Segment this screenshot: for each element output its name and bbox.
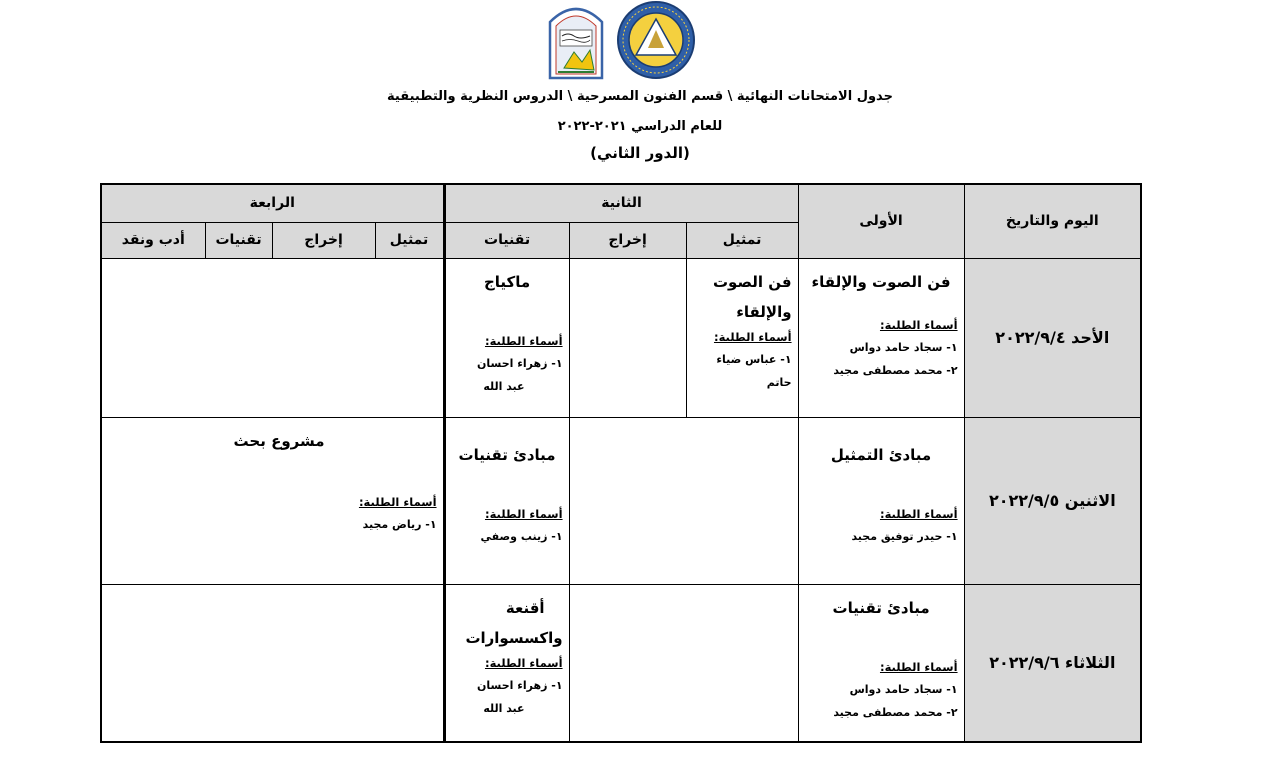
subheader-second-techniques: تقنيات — [444, 222, 569, 258]
exam-cell-first — [798, 584, 964, 742]
header-first-stage: الأولى — [798, 184, 964, 258]
table-row — [101, 417, 1141, 584]
student-name: ١- زينب وصفي — [480, 529, 563, 543]
student-name: ١- زهراء احسان — [477, 356, 563, 370]
subheader-second-directing: إخراج — [569, 222, 686, 258]
student-name: ١- سجاد حامد دواس — [849, 340, 958, 354]
course-name: مبادئ تقنيات — [458, 445, 556, 464]
document-header — [0, 88, 1280, 162]
students-label: أسماء الطلبة: — [484, 506, 563, 521]
course-name: ماكياج — [483, 272, 531, 291]
exam-cell-fourth — [101, 417, 444, 584]
student-name: ١- حيدر توفيق مجيد — [851, 529, 958, 543]
table-row — [101, 258, 1141, 417]
row-day-date: الأحد ٢٠٢٢/٩/٤ — [964, 258, 1141, 417]
subheader-fourth-directing: إخراج — [272, 222, 375, 258]
student-name: ١- زهراء احسان — [477, 678, 563, 692]
exam-schedule-table — [100, 183, 1142, 743]
course-name-cont: والإلقاء — [736, 302, 792, 321]
exam-cell-first — [798, 417, 964, 584]
exam-cell-second-directing — [569, 258, 686, 417]
exam-round: (الدور الثاني) — [590, 144, 690, 162]
table-row — [101, 584, 1141, 742]
exam-cell-second-techniques — [444, 258, 569, 417]
schedule-title: جدول الامتحانات النهائية \ قسم الفنون المسرحية \ الدروس النظرية والتطبيقية — [387, 89, 893, 104]
exam-cell-first — [798, 258, 964, 417]
student-name: ١- سجاد حامد دواس — [849, 682, 958, 696]
student-name: ٢- محمد مصطفى مجيد — [833, 705, 958, 719]
row-day-date: الثلاثاء ٢٠٢٢/٩/٦ — [964, 584, 1141, 742]
student-name: ٢- محمد مصطفى مجيد — [833, 363, 958, 377]
exam-cell-fourth — [101, 258, 444, 417]
exam-cell-fourth — [101, 584, 444, 742]
exam-cell-second-acting — [686, 258, 798, 417]
course-name: مبادئ تقنيات — [832, 598, 930, 617]
students-label: أسماء الطلبة: — [484, 333, 563, 348]
exam-cell-second-acting-directing — [569, 584, 798, 742]
course-name: مبادئ التمثيل — [830, 445, 932, 464]
subheader-second-acting: تمثيل — [686, 222, 798, 258]
exam-cell-second-techniques — [444, 584, 569, 742]
university-logo — [610, 0, 702, 80]
row-day-date: الاثنين ٢٠٢٢/٩/٥ — [964, 417, 1141, 584]
course-name: مشروع بحث — [233, 431, 325, 450]
student-name: ١- عباس ضياء — [716, 352, 792, 366]
header-fourth-stage: الرابعة — [101, 184, 444, 222]
course-name: فن الصوت — [712, 272, 792, 291]
subheader-fourth-literature: أدب ونقد — [101, 222, 205, 258]
student-name-cont: عبد الله — [483, 379, 525, 393]
course-name-cont: واكسسوارات — [465, 628, 563, 647]
subheader-fourth-techniques: تقنيات — [205, 222, 272, 258]
students-label: أسماء الطلبة: — [484, 655, 563, 670]
student-name-cont: عبد الله — [483, 701, 525, 715]
college-logo — [544, 0, 608, 80]
students-label: أسماء الطلبة: — [358, 494, 437, 509]
students-label: أسماء الطلبة: — [879, 317, 958, 332]
exam-cell-second-techniques — [444, 417, 569, 584]
exam-cell-second-acting-directing — [569, 417, 798, 584]
header-second-stage: الثانية — [444, 184, 798, 222]
academic-year: للعام الدراسي ٢٠٢١-٢٠٢٢ — [557, 119, 723, 134]
header-day-date: اليوم والتاريخ — [964, 184, 1141, 258]
course-name: أقنعة — [505, 598, 545, 617]
subheader-fourth-acting: تمثيل — [375, 222, 444, 258]
students-label: أسماء الطلبة: — [713, 329, 792, 344]
student-name: ١- رياض مجيد — [362, 517, 437, 531]
student-name-cont: حاتم — [766, 375, 792, 389]
students-label: أسماء الطلبة: — [879, 659, 958, 674]
logos — [544, 0, 704, 80]
course-name: فن الصوت والإلقاء — [811, 272, 951, 291]
students-label: أسماء الطلبة: — [879, 506, 958, 521]
